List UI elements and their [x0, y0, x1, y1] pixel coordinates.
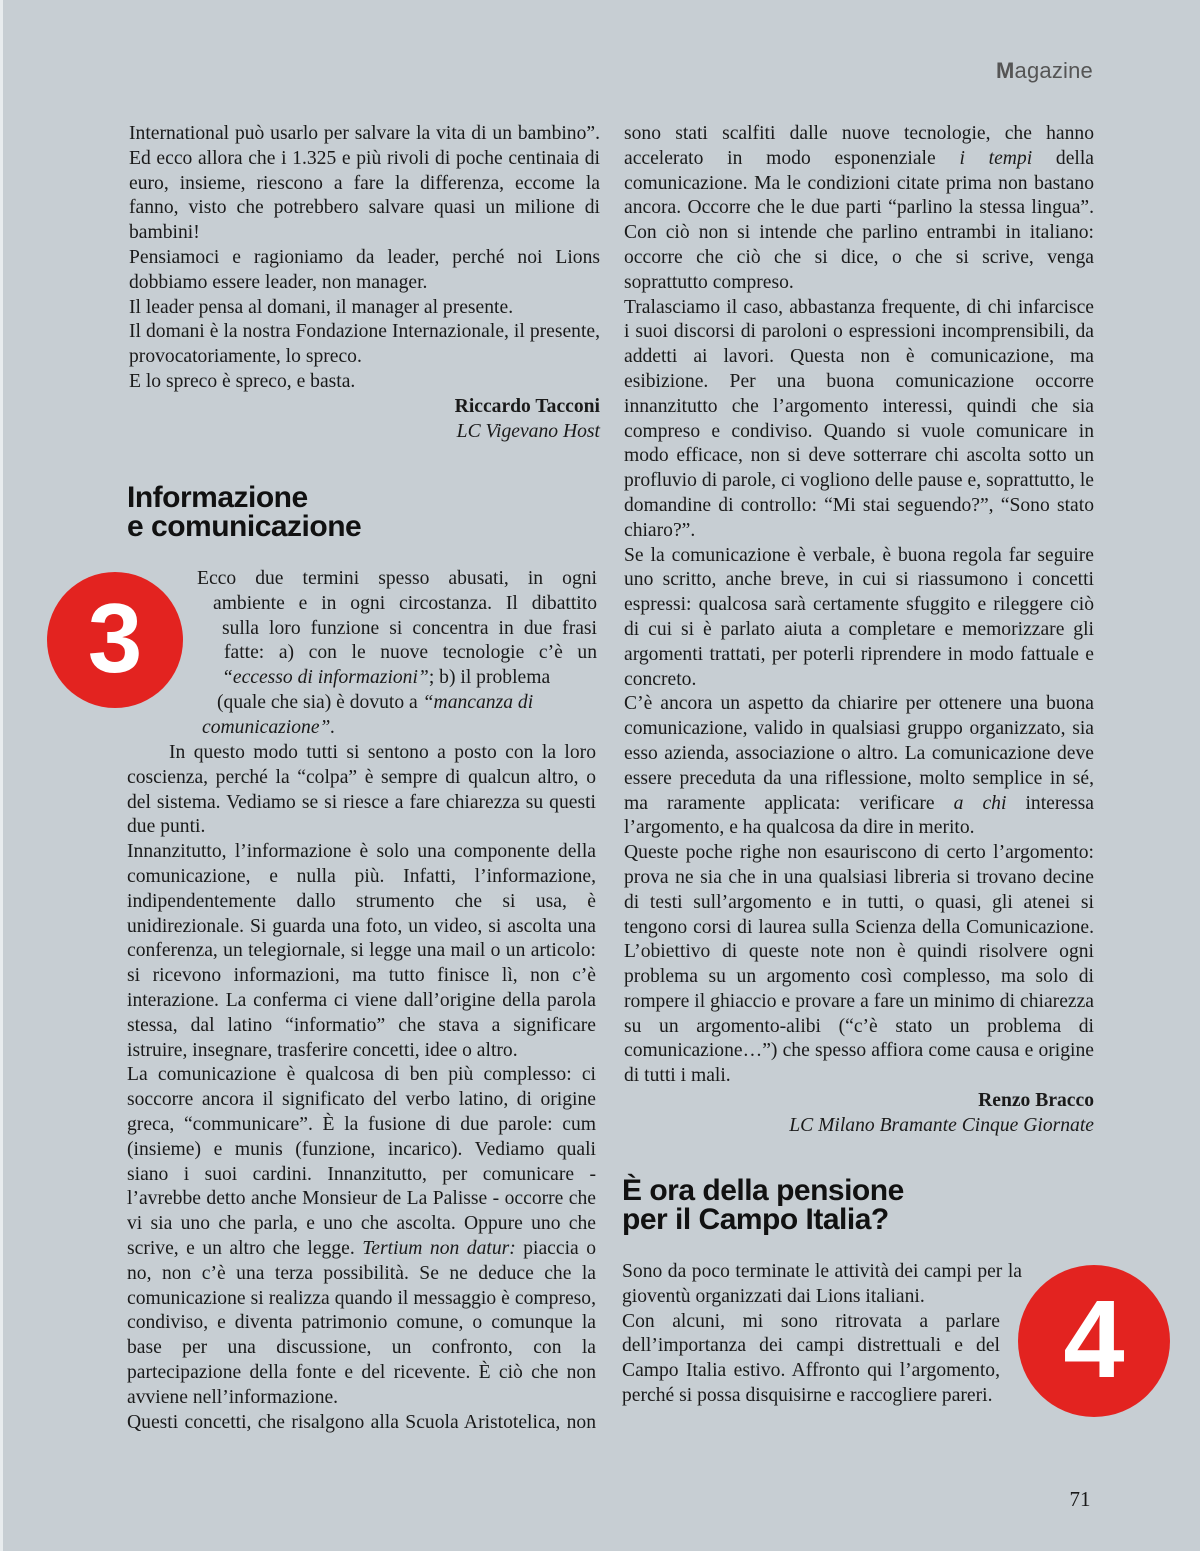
article3-paragraph-mixed: [624, 692, 1094, 841]
article3-text: interessa l’argomento, e ha qualcosa da dire in merito.: [624, 792, 1095, 839]
article3-author: Renzo Bracco: [978, 1090, 1094, 1112]
article3-italic: a chi: [953, 792, 1007, 814]
article3-intro: [197, 567, 597, 741]
article3-paragraph: Innanzitutto, l’informazione è solo una componente della comunicazione, e nulla più. Infatti, l’informazione, indipendentemente dallo strumento che si usa, è unidirezionale. Si guarda una foto, un video, si ascolta una conferenza, un telegiornale, si legge una mail o un articolo: si ricevono informazioni, ma tutto finisce lì, non c’è interazione. La conferma ci viene dall’origine della parola stessa, dal latino “informatio” che stava a significare istruire, insegnare, trasferire concetti, idee o altro.: [127, 841, 596, 1061]
article3-title-line2: e comunicazione: [127, 510, 362, 543]
article1-column: [129, 122, 600, 444]
article4-title-line1: È ora della pensione: [622, 1174, 904, 1207]
article4-paragraph: Con alcuni, mi sono ritrovata a parlare dell’importanza dei campi distrettuali e del Campo Italia estivo. Affronto qui l’argomento, perché si possa disquisirne e raccogliere pareri.: [622, 1310, 1000, 1406]
article4-number: 4: [1063, 1277, 1125, 1401]
intro-italic: comunicazione”.: [202, 716, 336, 738]
article4-paragraph: Sono da poco terminate le attività dei campi per la gioventù organizzati dai Lions italiani.: [622, 1261, 1022, 1307]
intro-line: sulla loro funzione si concentra in due frasi: [222, 617, 597, 639]
article1-author: Riccardo Tacconi: [454, 395, 600, 417]
article1-paragraph: Pensiamoci e ragioniamo da leader, perché noi Lions dobbiamo essere leader, non manager.: [129, 246, 600, 293]
article3-left-column: [127, 741, 596, 1435]
intro-line: fatte: a) con le nuove tecnologie c’è un: [224, 642, 597, 664]
article1-paragraph: International può usarlo per salvare la vita di un bambino”. Ed ecco allora che i 1.325 e più rivoli di poche centinaia di euro, insieme, riescono a fare la differenza, eccome la fanno, visto che potrebbero salvare quasi un milione di bambini!: [129, 123, 600, 244]
article3-text: della comunicazione. Ma le condizioni citate prima non bastano ancora. Occorre che le due parti “parlino la stessa lingua”. Con ciò non si intende che parlino entrambi in italiano: occorre che ciò che si dice, o che si scrive, venga soprattutto compreso.: [624, 147, 1094, 293]
page-number: 71: [1069, 1487, 1091, 1511]
page-edge: [0, 0, 3, 1551]
intro-text: ; b) il problema: [428, 667, 551, 689]
article3-number-badge: [47, 572, 183, 708]
intro-line: ambiente e in ogni circostanza. Il dibattito: [213, 592, 597, 614]
article3-text: sono stati scalfiti dalle nuove tecnologie, che hanno accelerato in modo esponenziale: [624, 123, 1094, 169]
intro-italic: “mancanza di: [422, 691, 534, 713]
article1-paragraph: E lo spreco è spreco, e basta.: [129, 370, 356, 392]
article3-paragraph: Queste poche righe non esauriscono di certo l’argomento: prova ne sia che in una qualsiasi libreria si trovano decine di testi sull’argomento e in tutti, o quasi, gli atenei si tengono corsi di laurea sulla Scienza della Comunicazione. L’obiettivo di queste note non è quindi risolvere ogni problema su un argomento così complesso, ma solo di rompere il ghiaccio e provare a fare un minimo di chiarezza su un argomento-alibi (“c’è stato un problema di comunicazione…”) che spesso affiora come causa e origine di tutti i mali.: [624, 842, 1094, 1087]
article3-paragraph: Questi concetti, che risalgono alla Scuola Aristotelica, non: [127, 1411, 596, 1433]
article3-right-column: [624, 122, 1094, 1139]
section-header: [996, 58, 1093, 84]
article3-number: 3: [87, 582, 143, 693]
article1-paragraph: Il domani è la nostra Fondazione Internazionale, il presente, provocatoriamente, lo spreco.: [129, 321, 600, 368]
article3-paragraph: In questo modo tutti si sentono a posto con la loro coscienza, perché la “colpa” è sempre di qualcun altro, o del sistema. Vediamo se si riesce a fare chiarezza su questi due punti.: [127, 742, 596, 838]
article3-italic: i tempi: [959, 147, 1033, 169]
article3-club: LC Milano Bramante Cinque Giornate: [789, 1114, 1094, 1136]
article4-number-badge: [1018, 1265, 1170, 1417]
intro-line-mixed: [222, 666, 597, 691]
article3-paragraph: Tralasciamo il caso, abbastanza frequente, di chi infarcisce i suoi discorsi di paroloni o espressioni incomprensibili, da addetti ai lavori. Questa non è comunicazione, ma esibizione. Per una buona comunicazione occorre innanzitutto che l’argomento interessi, quindi che sia compreso e condiviso. Quando si vuole comunicare in modo efficace, non si deve sotterrare chi ascolta sotto un profluvio di parole, ci vogliono delle pause e, soprattutto, le domandine di controllo: “Mi stai seguendo?”, “Sono stato chiaro?”.: [624, 296, 1094, 541]
article3-paragraph-mixed: [127, 1063, 596, 1410]
article3-text: C’è ancora un aspetto da chiarire per ottenere una buona comunicazione, valido in qualsiasi gruppo organizzato, sia esso azienda, associazione o altro. La comunicazione deve essere preceduta da una riflessione, molto semplice in sé, ma raramente applicata: verificare: [624, 693, 1094, 814]
article3-text: La comunicazione è qualcosa di ben più complesso: ci soccorre ancora il significato del verbo latino, di origine greca, “communicare”. È la fusione di due parole: cum (insieme) e munis (funzione, incarico). Vediamo quali siano i suoi cardini. Innanzitutto, per comunicare - l’avrebbe detto anche Monsieur de La Palisse - occorre che vi sia uno che parla, e uno che ascolta. Oppure uno che scrive, e un altro che legge.: [127, 1064, 596, 1259]
article3-title: [127, 483, 547, 541]
article4-column: [622, 1260, 1022, 1409]
article3-italic: Tertium non datur:: [362, 1237, 516, 1259]
article3-paragraph-mixed: [624, 122, 1094, 296]
section-header-initial: M: [996, 58, 1015, 83]
intro-text: (quale che sia) è dovuto a: [217, 691, 418, 713]
article3-text: piaccia o no, non c’è una terza possibilità. Se ne deduce che la comunicazione si realizza quando il messaggio è compreso, condiviso, e diventa patrimonio comune, o comunque la base per una discussione, un confronto, con la partecipazione della fonte e del ricevente. È ciò che non avviene nell’informazione.: [127, 1237, 596, 1408]
article3-paragraph: Se la comunicazione è verbale, è buona regola far seguire uno scritto, anche breve, in cui si riassumono i concetti espressi: qualcosa sarà certamente sfuggito e rileggere ciò di cui si è parlato aiuta a completare e memorizzare gli argomenti trattati, per poterli riprendere in modo fattuale e concreto.: [624, 544, 1094, 690]
intro-line: [202, 716, 597, 741]
article3-title-line1: Informazione: [127, 481, 308, 514]
intro-line-mixed: [217, 691, 597, 716]
intro-line: Ecco due termini spesso abusati, in ogni: [197, 568, 597, 589]
article4-title: [622, 1176, 1092, 1234]
intro-italic: “eccesso di informazioni”: [222, 667, 429, 689]
article1-club: LC Vigevano Host: [456, 420, 600, 442]
article1-paragraph: Il leader pensa al domani, il manager al presente.: [129, 296, 514, 318]
article4-title-line2: per il Campo Italia?: [622, 1203, 889, 1236]
section-header-rest: agazine: [1014, 58, 1093, 83]
